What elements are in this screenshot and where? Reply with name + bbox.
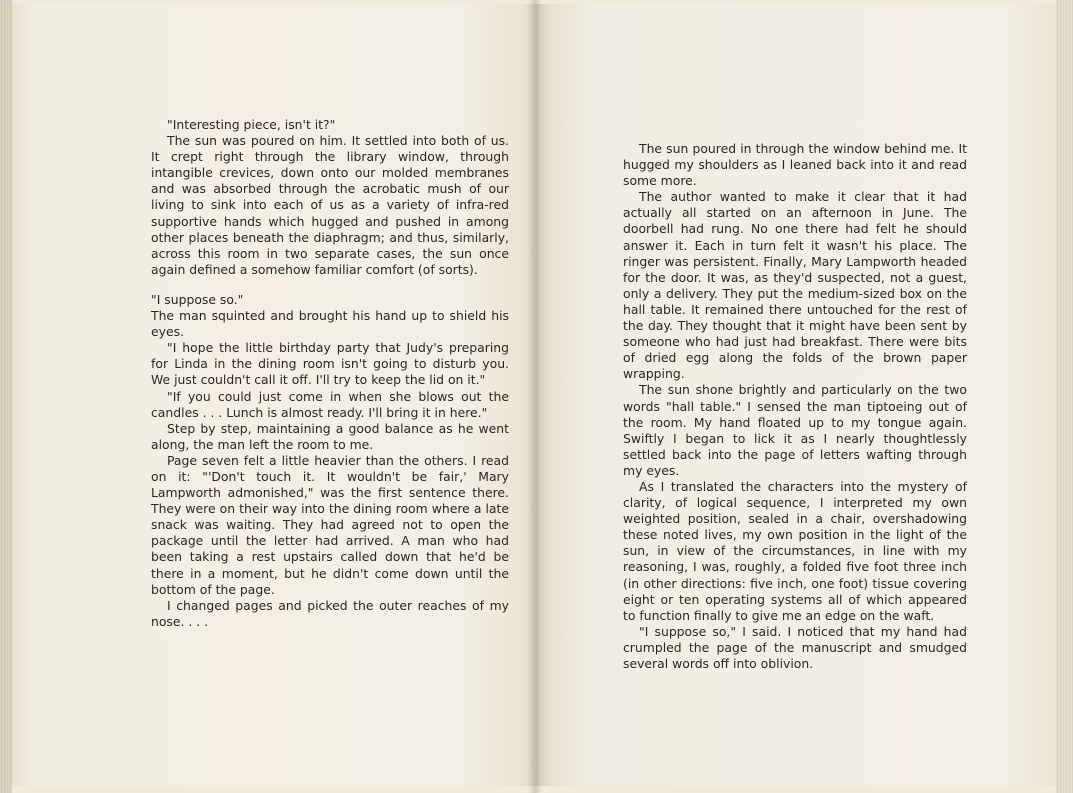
paragraph: "I hope the little birthday party that Judy's preparing for Linda in the dining room isn't going to disturb you. We just couldn't call it off. I'll try to keep the lid on it." <box>151 340 509 388</box>
paragraph: The sun shone brightly and particularly on the two words "hall table." I sensed the man tiptoeing out of the room. My hand floated up to my tongue again. Swiftly I began to lick it as I nearly thoughtlessly settled back into the page of letters wafting through my eyes. <box>623 382 967 478</box>
paragraph: The sun was poured on him. It settled into both of us. It crept right through the library window, through intangible crevices, down onto our molded membranes and was absorbed through the acrobatic mush of our living to sink into each of us as a variety of infra-red supportive hands which hugged and pushed in among other places beneath the diaphragm; and thus, similarly, across this room in two separate cases, the sun once again defined a somehow familiar comfort (of sorts). <box>151 133 509 277</box>
paragraph: Step by step, maintaining a good balance as he went along, the man left the room to me. <box>151 420 509 452</box>
paragraph: "Interesting piece, isn't it?" <box>167 117 336 132</box>
paragraph: As I translated the characters into the mystery of clarity, of logical sequence, I interpreted my own weighted position, sealed in a chair, overshadowing these noted lives, my own position in the light of the sun, in view of the circumstances, in line with my reasoning, I was, roughly, a folded five foot three inch (in other directions: five inch, one foot) tissue covering eight or ten operating systems all of which appeared to function finally to give me an edge on the waft. <box>623 478 967 623</box>
paragraph: "If you could just come in when she blows out the candles . . . Lunch is almost ready. I'll bring it in here." <box>151 388 509 420</box>
left-page-text <box>151 117 509 630</box>
paragraph: I changed pages and picked the outer reaches of my nose. . . . <box>151 597 509 629</box>
right-page-text <box>623 141 967 672</box>
paragraph: The man squinted and brought his hand up to shield his eyes. <box>151 308 509 340</box>
right-page-edges <box>1056 0 1073 793</box>
paragraph: The author wanted to make it clear that it had actually all started on an afternoon in June. The doorbell had rung. No one there had felt he should answer it. Each in turn felt it wasn't his place. The ringer was persistent. Finally, Mary Lampworth headed for the door. It was, as they'd suspected, not a guest, only a delivery. They put the medium-sized box on the hall table. It remained there untouched for the rest of the day. They thought that it might have been sent by someone who had just had breakfast. There were bits of dried egg along the folds of the brown paper wrapping. <box>623 189 967 382</box>
paragraph: The sun poured in through the window behind me. It hugged my shoulders as I leaned back into it and read some more. <box>623 141 967 189</box>
paragraph: Page seven felt a little heavier than the others. I read on it: "'Don't touch it. It wouldn't be fair,' Mary Lampworth admonished," was the first sentence there. They were on their way into the dining room where a late snack was waiting. They had agreed not to open the package until the letter had arrived. A man who had been taking a rest upstairs called down that he'd be there in a moment, but he didn't come down until the bottom of the page. <box>151 452 509 597</box>
paragraph: "I suppose so," I said. I noticed that my hand had crumpled the page of the manuscript and smudged several words off into oblivion. <box>623 623 967 671</box>
book-gutter <box>528 0 542 793</box>
paragraph: "I suppose so." <box>151 291 244 307</box>
